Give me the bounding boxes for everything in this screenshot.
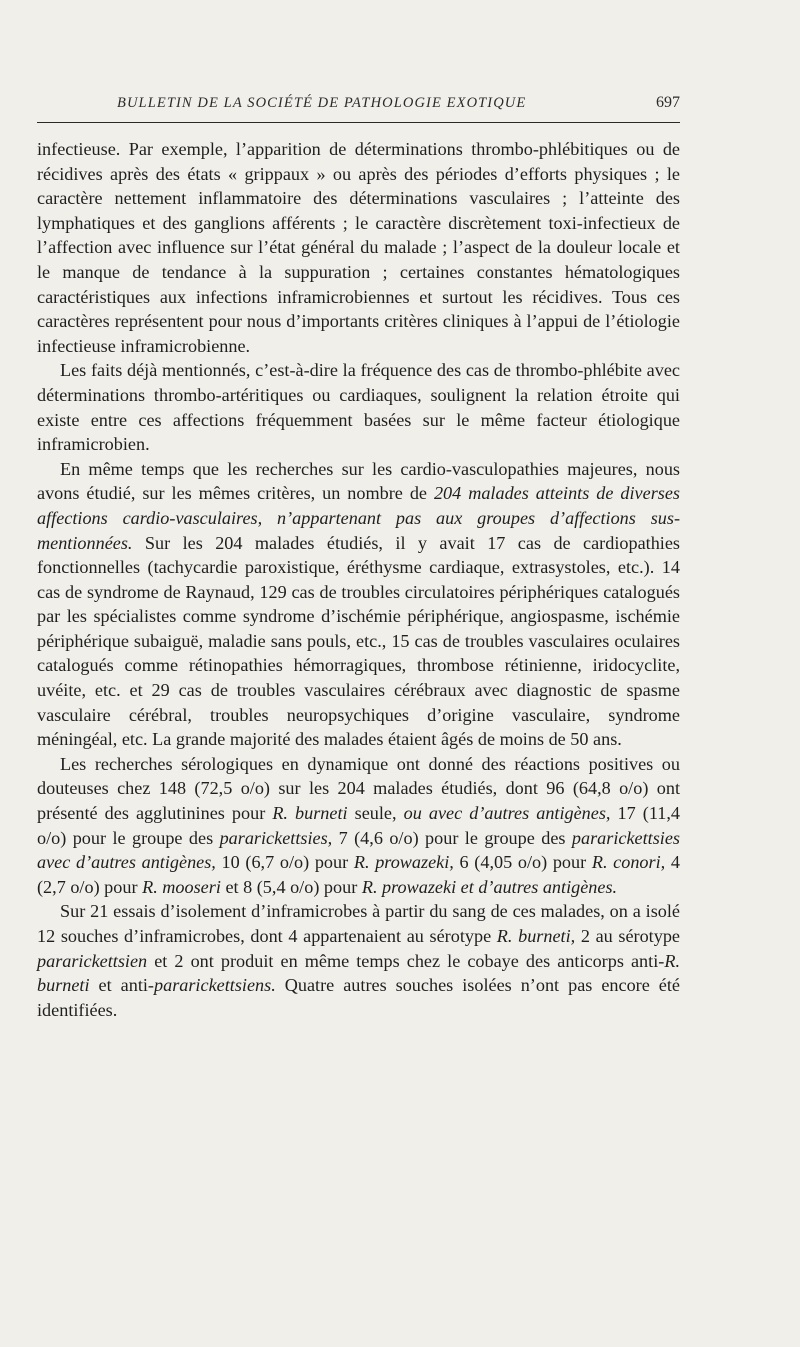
paragraph bbox=[37, 358, 680, 456]
italic-text-run: R. burneti, bbox=[496, 926, 576, 946]
italic-text-run: 204 malades atteints de diverses affections cardio-vasculaires, n’appartenant pas aux groupes d’affections sus-mentionnées. bbox=[37, 483, 680, 553]
italic-text-run: pararickettsien bbox=[37, 950, 148, 971]
italic-text-run: pararickettsies avec d’autres antigènes, bbox=[37, 827, 680, 873]
italic-text-run: R. mooseri bbox=[142, 876, 221, 897]
text-run: et anti- bbox=[89, 975, 154, 996]
page-number: 697 bbox=[656, 94, 680, 111]
text-run: Sur 21 essais d’isolement d’inframicrobes à partir du sang de ces malades, on a isolé 12 souches d’inframicrobes, dont 4 appartenaient au sérotype bbox=[37, 901, 680, 946]
text-run: 2 au sérotype bbox=[575, 926, 680, 946]
body-text bbox=[37, 137, 680, 1022]
paragraph bbox=[37, 137, 680, 358]
text-run: 4 (2,7 o/o) pour bbox=[37, 852, 680, 897]
paragraph bbox=[37, 457, 680, 752]
running-header bbox=[37, 92, 680, 123]
italic-text-run: ou avec d’autres antigènes, bbox=[403, 803, 611, 824]
text-run: seule, bbox=[347, 803, 404, 824]
italic-text-run: R. prowazeki et d’autres antigènes. bbox=[361, 876, 618, 897]
paragraph bbox=[37, 899, 680, 1022]
italic-text-run: pararickettsiens. bbox=[154, 975, 276, 996]
text-run: Sur les 204 malades étudiés, il y avait 17 cas de cardiopathies fonctionnelles (tachycardie paroxistique, éréthysme cardiaque, extrasystoles, etc.). 14 cas de syndrome de Raynaud, 129 cas de troubles circulatoires périphériques catalogués par les spécialistes comme syndrome d’ischémie périphérique, angiospasme, ischémie périphérique subaiguë, maladie sans pouls, etc., 15 cas de troubles vasculaires oculaires catalogués comme rétinopathies hémorragiques, thrombose rétinienne, iridocyclite, uvéite, etc. et 29 cas de troubles vasculaires cérébraux avec diagnostic de spasme vasculaire cérébral, troubles neuropsychiques d’origine vasculaire, syndrome méningéal, etc. La grande majorité des malades étaient âgés de moins de 50 ans. bbox=[37, 532, 680, 750]
text-run: et 8 (5,4 o/o) pour bbox=[220, 876, 362, 897]
journal-title: BULLETIN DE LA SOCIÉTÉ DE PATHOLOGIE EXOTIQUE bbox=[117, 95, 527, 111]
text-run: En même temps que les recherches sur les cardio-vasculopathies majeures, nous avons étudié, sur les mêmes critères, un nombre de bbox=[37, 458, 680, 504]
text-run: 17 (11,4 o/o) pour le groupe des bbox=[37, 803, 680, 848]
italic-text-run: R. prowazeki, bbox=[353, 852, 454, 873]
text-run: 7 (4,6 o/o) pour le groupe des bbox=[332, 827, 572, 848]
italic-text-run: pararickettsies, bbox=[219, 827, 333, 848]
text-run: 6 (4,05 o/o) pour bbox=[453, 852, 592, 873]
text-run: Quatre autres souches isolées n’ont pas encore été identifiées. bbox=[37, 975, 680, 1020]
italic-text-run: R. conori, bbox=[591, 852, 666, 873]
text-run: Les faits déjà mentionnés, c’est-à-dire la fréquence des cas de thrombo-phlébite avec déterminations thrombo-artéritiques ou cardiaques, soulignent la relation étroite qui existe entre ces affections fréquemment basées sur le même facteur étiologique inframicrobien. bbox=[37, 360, 680, 455]
italic-text-run: R. burneti bbox=[37, 950, 680, 996]
italic-text-run: R. burneti bbox=[272, 803, 348, 824]
text-run: infectieuse. Par exemple, l’apparition de déterminations thrombo-phlébitiques ou de récidives après des états « grippaux » ou après des périodes d’efforts physiques ; le caractère nettement inflammatoire des déterminations vasculaires ; l’atteinte des lymphatiques et des ganglions afférents ; le caractère discrètement toxi-infectieux de l’affection avec influence sur l’état général du malade ; l’aspect de la douleur locale et le manque de tendance à la suppuration ; certaines constantes hématologiques caractéristiques aux infections inframicrobiennes et surtout les récidives. Tous ces caractères représentent pour nous d’importants critères cliniques à l’appui de l’étiologie infectieuse inframicrobienne. bbox=[37, 139, 680, 356]
text-run: 10 (6,7 o/o) pour bbox=[215, 852, 354, 873]
text-run: Les recherches sérologiques en dynamique ont donné des réactions positives ou douteuses chez 148 (72,5 o/o) sur les 204 malades étudiés, dont 96 (64,8 o/o) ont présenté des agglutinines pour bbox=[37, 753, 680, 824]
text-run: et 2 ont produit en même temps chez le cobaye des anticorps anti- bbox=[147, 950, 665, 971]
paragraph bbox=[37, 752, 680, 900]
